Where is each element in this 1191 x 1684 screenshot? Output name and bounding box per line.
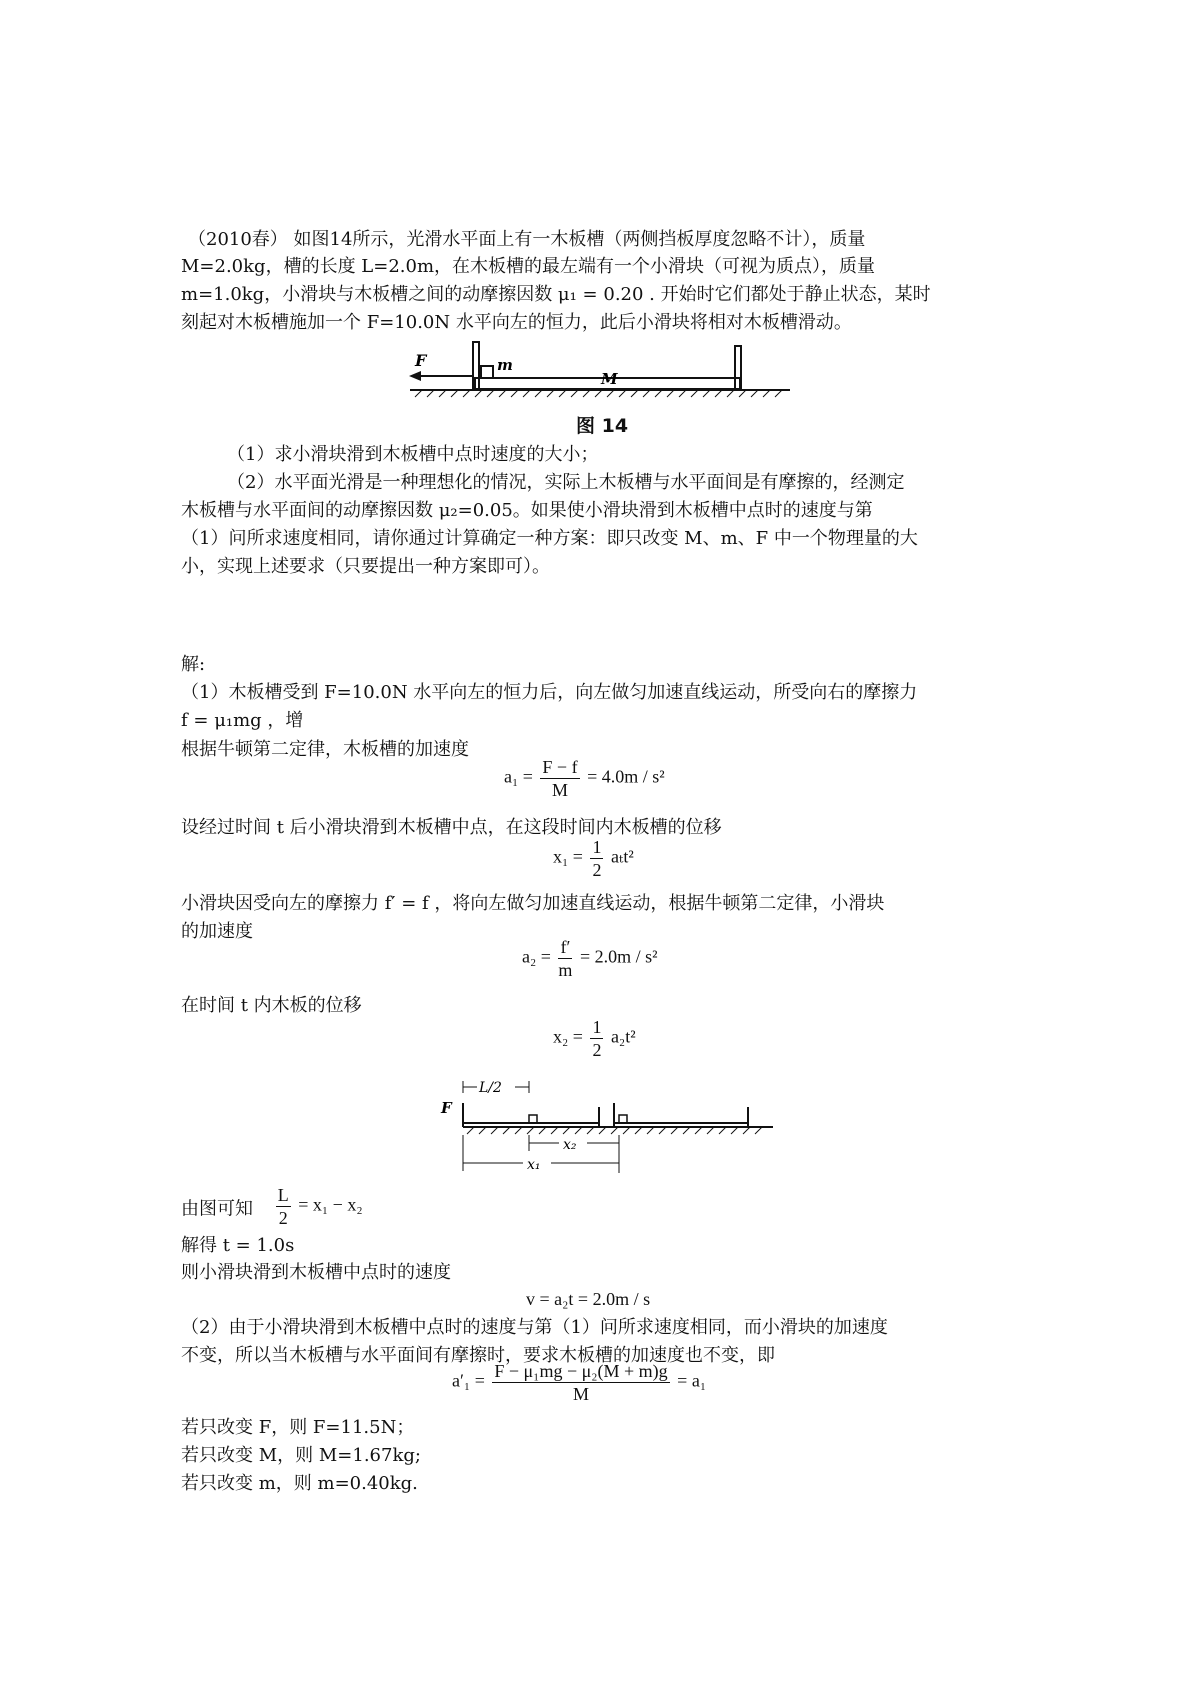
answer-change-m: 若只改变 m，则 m=0.40kg.	[181, 1473, 418, 1494]
solution-2-line-2: 不变，所以当木板槽与水平面间有摩擦时，要求木板槽的加速度也不变，即	[181, 1345, 775, 1366]
equation-v: v = a₂t = 2.0m / s	[526, 1289, 651, 1309]
question-2-line-3: （1）问所求速度相同，请你通过计算确定一种方案：即只改变 M、m、F 中一个物理量的大	[181, 528, 918, 549]
equation-x1-numerator: 1	[592, 837, 602, 857]
equation-x2-denominator: 2	[592, 1040, 602, 1060]
equation-a2-numerator: f′	[558, 936, 572, 959]
answer-change-M: 若只改变 M，则 M=1.67kg;	[181, 1445, 421, 1466]
figure-14-caption: 图 14	[576, 415, 629, 437]
figure-14-label-m: m	[497, 356, 513, 374]
equation-a2-rhs: = 2.0m / s²	[579, 946, 658, 967]
equation-a1-lhs: a₁ =	[504, 766, 533, 787]
equation-a2-lhs: a₂ =	[522, 946, 551, 967]
equation-a1-numerator: F − f	[542, 757, 578, 777]
equation-x2-rhs: a₂t²	[610, 1026, 636, 1047]
solution-1-line-5: 小滑块因受向左的摩擦力 f′ = f ，将向左做匀加速直线运动，根据牛顿第二定律，小滑块	[181, 893, 885, 914]
equation-a1-prime-numerator: F − μ₁mg − μ₂(M + m)g	[494, 1361, 668, 1381]
solution-1-line-1: （1）木板槽受到 F=10.0N 水平向左的恒力后，向左做匀加速直线运动，所受向右的摩擦力	[181, 682, 918, 703]
problem-line-4: 刻起对木板槽施加一个 F=10.0N 水平向左的恒力，此后小滑块将相对木板槽滑动。	[181, 312, 852, 333]
solution-1-line-10: 则小滑块滑到木板槽中点时的速度	[181, 1262, 451, 1283]
solution-1-line-8	[181, 1185, 1031, 1233]
equation-a2	[522, 936, 658, 981]
solution-figure-label-x1: x₁	[527, 1157, 541, 1173]
equation-x2	[553, 1016, 636, 1061]
equation-x1-denominator: 2	[592, 860, 602, 880]
solution-1-line-4: 设经过时间 t 后小滑块滑到木板槽中点，在这段时间内木板槽的位移	[181, 817, 722, 838]
solution-1-line-6: 的加速度	[181, 921, 253, 942]
solution-1-line-3: 根据牛顿第二定律，木板槽的加速度	[181, 739, 469, 760]
equation-a1-prime-denominator: M	[573, 1384, 590, 1404]
equation-x2-lhs: x₂ =	[553, 1026, 583, 1047]
problem-line-1: （2010春） 如图14所示，光滑水平面上有一木板槽（两侧挡板厚度忽略不计），质量	[188, 229, 866, 250]
problem-line-2: M=2.0kg，槽的长度 L=2.0m，在木板槽的最左端有一个小滑块（可视为质点），质量	[181, 256, 876, 277]
solution-1-line-7: 在时间 t 内木板的位移	[181, 995, 362, 1016]
solution-header: 解:	[181, 654, 206, 675]
question-2-line-2: 木板槽与水平面间的动摩擦因数 μ₂=0.05。如果使小滑块滑到木板槽中点时的速度与第	[181, 500, 873, 521]
equation-a1-prime-lhs: a′₁ =	[452, 1370, 485, 1391]
solution-1-line-8-prefix: 由图可知	[181, 1198, 253, 1220]
equation-a1-prime-rhs: = a₁	[677, 1370, 707, 1391]
figure-14-label-F: F	[415, 351, 427, 370]
solution-2-line-1: （2）由于小滑块滑到木板槽中点时的速度与第（1）问所求速度相同，而小滑块的加速度	[181, 1317, 888, 1338]
equation-a1	[504, 756, 665, 801]
equation-L-half-rhs: = x₁ − x₂	[298, 1194, 363, 1215]
figure-14-diagram	[405, 338, 795, 408]
equation-a1-denominator: M	[551, 780, 568, 800]
solution-figure-label-F: F	[441, 1099, 452, 1117]
equation-a1-rhs: = 4.0m / s²	[587, 766, 665, 787]
solution-figure-label-x2: x₂	[563, 1137, 577, 1153]
question-2-line-1: （2）水平面光滑是一种理想化的情况，实际上木板槽与水平面间是有摩擦的，经测定	[227, 472, 905, 493]
equation-a1-prime	[452, 1360, 706, 1405]
problem-line-3: m=1.0kg，小滑块与木板槽之间的动摩擦因数 μ₁ = 0.20 . 开始时它们都处于静止状态，某时	[181, 284, 931, 305]
equation-L-half-denominator: 2	[278, 1208, 288, 1228]
figure-14-label-M: M	[601, 370, 618, 388]
solution-figure-diagram	[433, 1073, 778, 1173]
answer-change-F: 若只改变 F，则 F=11.5N；	[181, 1417, 415, 1438]
solution-1-line-9: 解得 t = 1.0s	[181, 1235, 295, 1256]
solution-1-line-2: f = μ₁mg ，增	[181, 710, 304, 731]
question-1: （1）求小滑块滑到木板槽中点时速度的大小；	[227, 444, 599, 465]
equation-x2-numerator: 1	[592, 1017, 602, 1037]
equation-a2-denominator: m	[558, 960, 573, 980]
equation-L-half	[273, 1184, 363, 1229]
equation-x1-lhs: x₁ =	[553, 846, 583, 867]
question-2-line-4: 小，实现上述要求（只要提出一种方案即可）。	[181, 556, 550, 577]
equation-L-half-numerator: L	[277, 1185, 289, 1205]
solution-figure-label-L-half: L/2	[479, 1080, 502, 1096]
equation-x1	[553, 836, 634, 881]
equation-x1-rhs: aₜt²	[610, 846, 634, 867]
